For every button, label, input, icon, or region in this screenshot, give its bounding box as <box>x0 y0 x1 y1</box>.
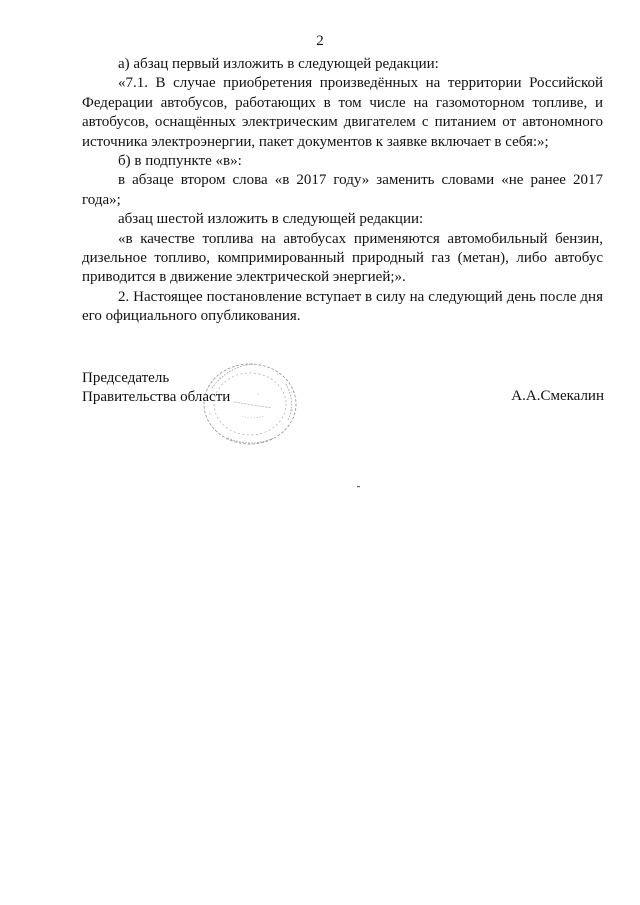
paragraph-amendment-b: б) в подпункте «в»: <box>118 153 242 170</box>
signatory-name: А.А.Смекалин <box>511 388 604 404</box>
paragraph-quoted-fuel: «в качестве топлива на автобусах применяются автомобильный бензин, дизельное топливо, компримированный природный газ (метан), либо автобус приводится в движение электрической энергией;». <box>82 230 603 286</box>
paragraph-sixth-abzac: абзац шестой изложить в следующей редакции: <box>118 211 424 228</box>
paragraph-amendment-a: а) абзац первый изложить в следующей редакции: <box>118 56 439 72</box>
signature-title-line1: Председатель <box>82 370 170 386</box>
signature-title-line2: Правительства области <box>82 389 231 405</box>
paragraph-replace-words: в абзаце втором слова «в 2017 году» заменить словами «не ранее 2017 года»; <box>82 172 603 208</box>
paragraph-quoted-7-1: «7.1. В случае приобретения произведённых на территории Российской Федерации автобусов, работающих в том числе на газомоторном топливе, и автобусов, оснащённых электрическим двигателем с питанием от автономного источника электроэнергии, пакет документов к заявке включает в себя:»; <box>82 75 603 150</box>
paragraph-effective-date: 2. Настоящее постановление вступает в силу на следующий день после дня его официального опубликования. <box>82 288 603 325</box>
page-number: 2 <box>316 33 324 49</box>
document-body <box>82 55 603 327</box>
scan-speck <box>357 486 360 488</box>
official-seal-stamp <box>198 358 302 448</box>
